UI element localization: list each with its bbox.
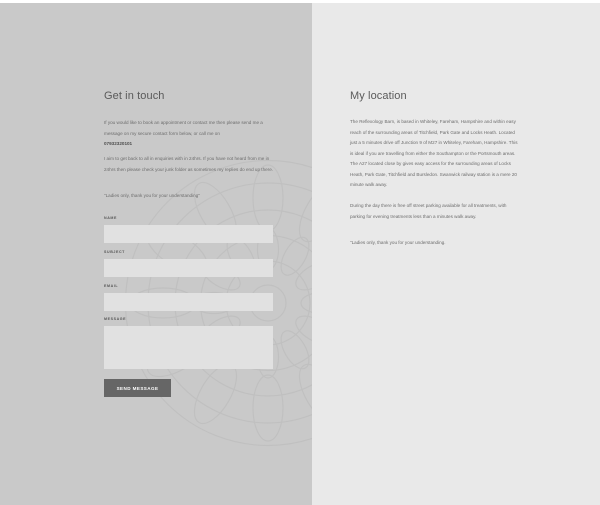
location-note: "Ladies only, thank you for your understanding. (350, 240, 446, 245)
contact-title: Get in touch (104, 90, 165, 102)
contact-note: "Ladies only, thank you for your understanding" (104, 193, 200, 198)
page (0, 3, 600, 505)
subject-input[interactable] (104, 259, 273, 277)
location-title: My location (350, 90, 407, 102)
contact-intro (104, 118, 276, 150)
send-message-button[interactable]: SEND MESSAGE (104, 379, 171, 397)
location-panel (312, 3, 600, 505)
contact-reply-text: I aim to get back to all in enquiries with in 24hrs. If you have not heard from me in 24hrs then please check your junk folder as sometimes my replies do end up there. (104, 156, 274, 172)
message-textarea[interactable] (104, 326, 273, 369)
location-parking: During the day there is free off street parking available for all treatments, with parking for evening treatments less than a minutes walk away. (350, 203, 507, 219)
contact-panel (0, 3, 312, 505)
email-label: EMAIL (104, 284, 119, 288)
contact-intro-text: If you would like to book an appointment or contact me then please send me a message on my secure contact form below, or call me on (104, 120, 263, 136)
message-label: MESSAGE (104, 317, 127, 321)
name-input[interactable] (104, 225, 273, 243)
subject-label: SUBJECT (104, 250, 125, 254)
contact-phone[interactable]: 07932320101 (104, 141, 133, 146)
name-label: NAME (104, 216, 117, 220)
location-description: The Reflexology Barn, is based in Whiteley, Fareham, Hampshire and within easy reach of the surrounding areas of Titchfield, Park Gate and Locks Heath. Located just a 5 minutes drive off Junction 9 of M27 in Whiteley, Fareham, Hampshire. This is ideal if you are travelling from either the Southampton or the Portsmouth areas. The A27 located close by gives easy access for the surrounding areas of Locks Heath, Park Gate, Titchfield and Bursledon. Swanwick railway station is a mere 20 minute walk away. (350, 119, 518, 187)
email-input[interactable] (104, 293, 273, 311)
